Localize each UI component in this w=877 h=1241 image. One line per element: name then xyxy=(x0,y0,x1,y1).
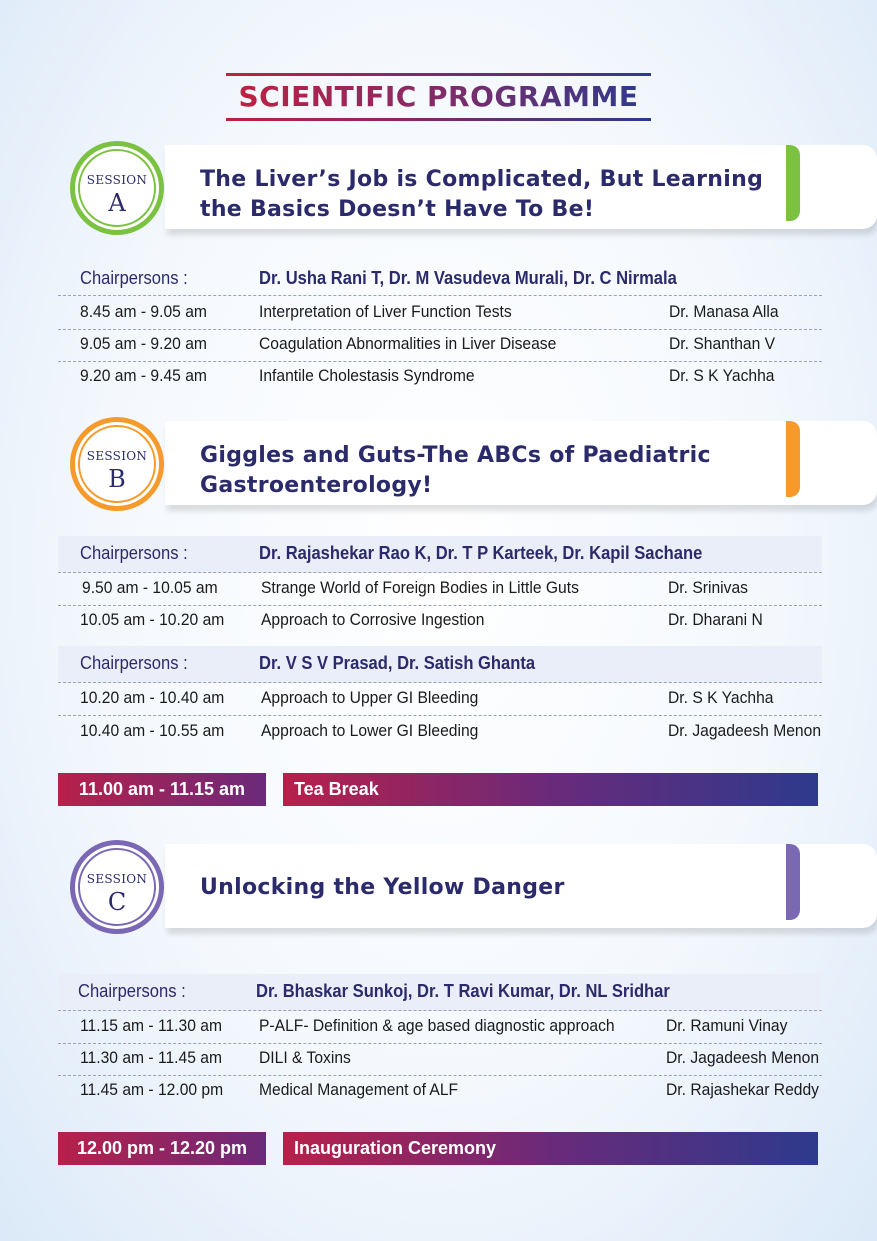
chair-names: Dr. Rajashekar Rao K, Dr. T P Karteek, Dr. Kapil Sachane xyxy=(259,543,703,563)
session-title-line1: The Liver’s Job is Complicated, But Learning xyxy=(200,167,764,192)
table-row xyxy=(58,684,822,716)
tea-break-banner xyxy=(58,773,818,806)
talk-time: 9.05 am - 9.20 am xyxy=(80,334,207,353)
session-a-header xyxy=(70,141,805,241)
talk-topic: Approach to Lower GI Bleeding xyxy=(261,721,479,740)
chair-label: Chairpersons : xyxy=(80,653,188,673)
talk-topic: DILI & Toxins xyxy=(259,1048,351,1067)
page-title: SCIENTIFIC PROGRAMME xyxy=(226,80,651,113)
break-time: 11.00 am - 11.15 am xyxy=(58,773,266,806)
talk-time: 10.05 am - 10.20 am xyxy=(80,610,225,629)
table-row xyxy=(58,330,822,362)
chair-names: Dr. Bhaskar Sunkoj, Dr. T Ravi Kumar, Dr. NL Sridhar xyxy=(256,981,670,1001)
break-time: 12.00 pm - 12.20 pm xyxy=(58,1132,266,1165)
session-word: SESSION xyxy=(86,449,148,463)
talk-topic: Coagulation Abnormalities in Liver Disease xyxy=(259,334,557,353)
talk-topic: Infantile Cholestasis Syndrome xyxy=(259,366,475,385)
table-row xyxy=(58,606,822,637)
session-title-line1: Unlocking the Yellow Danger xyxy=(200,875,565,900)
talk-topic: Interpretation of Liver Function Tests xyxy=(259,302,512,321)
talk-speaker: Dr. S K Yachha xyxy=(668,688,774,707)
chair-label: Chairpersons : xyxy=(78,981,186,1001)
title-bottom-rule xyxy=(226,118,651,121)
session-word: SESSION xyxy=(86,173,148,187)
talk-speaker: Dr. Srinivas xyxy=(668,578,748,597)
talk-speaker: Dr. Dharani N xyxy=(668,610,763,629)
talk-speaker: Dr. Jagadeesh Menon xyxy=(666,1048,820,1067)
session-title-line1: Giggles and Guts-The ABCs of Paediatric xyxy=(200,443,711,468)
talk-topic: P-ALF- Definition & age based diagnostic approach xyxy=(259,1016,615,1035)
talk-time: 11.45 am - 12.00 pm xyxy=(80,1080,224,1099)
chairpersons-row xyxy=(58,646,822,683)
table-row xyxy=(58,362,822,393)
chair-label: Chairpersons : xyxy=(80,268,188,288)
talk-speaker: Dr. Manasa Alla xyxy=(669,302,779,321)
session-letter: B xyxy=(108,465,126,493)
page-title-block xyxy=(226,73,651,121)
talk-topic: Approach to Corrosive Ingestion xyxy=(261,610,485,629)
session-word: SESSION xyxy=(86,872,148,886)
talk-speaker: Dr. Shanthan V xyxy=(669,334,776,353)
table-row xyxy=(58,574,822,606)
session-badge xyxy=(70,141,164,235)
session-letter: A xyxy=(108,189,126,217)
inauguration-banner xyxy=(58,1132,818,1165)
talk-time: 10.20 am - 10.40 am xyxy=(80,688,225,707)
talk-speaker: Dr. Ramuni Vinay xyxy=(666,1016,788,1035)
chairpersons-row xyxy=(58,264,822,296)
table-row xyxy=(58,717,822,748)
chairpersons-row xyxy=(58,974,822,1011)
chair-names: Dr. Usha Rani T, Dr. M Vasudeva Murali, Dr. C Nirmala xyxy=(259,268,677,288)
talk-topic: Medical Management of ALF xyxy=(259,1080,459,1099)
session-c-header xyxy=(70,840,805,940)
session-tab-accent xyxy=(786,145,800,221)
session-title xyxy=(200,873,565,903)
chairpersons-row xyxy=(58,536,822,573)
talk-time: 11.15 am - 11.30 am xyxy=(80,1016,223,1035)
break-event: Tea Break xyxy=(283,773,818,806)
session-title-line2: the Basics Doesn’t Have To Be! xyxy=(200,197,595,222)
talk-time: 9.20 am - 9.45 am xyxy=(80,366,207,385)
talk-topic: Approach to Upper GI Bleeding xyxy=(261,688,479,707)
talk-time: 11.30 am - 11.45 am xyxy=(80,1048,223,1067)
chair-names: Dr. V S V Prasad, Dr. Satish Ghanta xyxy=(259,653,536,673)
session-tab-accent xyxy=(786,844,800,920)
table-row xyxy=(58,1044,822,1076)
session-title xyxy=(200,441,711,501)
title-top-rule xyxy=(226,73,651,76)
talk-time: 10.40 am - 10.55 am xyxy=(80,721,225,740)
session-title xyxy=(200,165,763,225)
chair-label: Chairpersons : xyxy=(80,543,188,563)
session-badge xyxy=(70,840,164,934)
break-event: Inauguration Ceremony xyxy=(283,1132,818,1165)
table-row xyxy=(58,1076,822,1107)
table-row xyxy=(58,298,822,330)
table-row xyxy=(58,1012,822,1044)
session-b-header xyxy=(70,417,805,517)
talk-speaker: Dr. Rajashekar Reddy xyxy=(666,1080,820,1099)
talk-topic: Strange World of Foreign Bodies in Little Guts xyxy=(261,578,579,597)
session-letter: C xyxy=(107,888,127,916)
talk-time: 9.50 am - 10.05 am xyxy=(82,578,218,597)
talk-speaker: Dr. S K Yachha xyxy=(669,366,775,385)
session-title-line2: Gastroenterology! xyxy=(200,473,433,498)
session-badge xyxy=(70,417,164,511)
session-tab-accent xyxy=(786,421,800,497)
talk-speaker: Dr. Jagadeesh Menon xyxy=(668,721,822,740)
talk-time: 8.45 am - 9.05 am xyxy=(80,302,207,321)
